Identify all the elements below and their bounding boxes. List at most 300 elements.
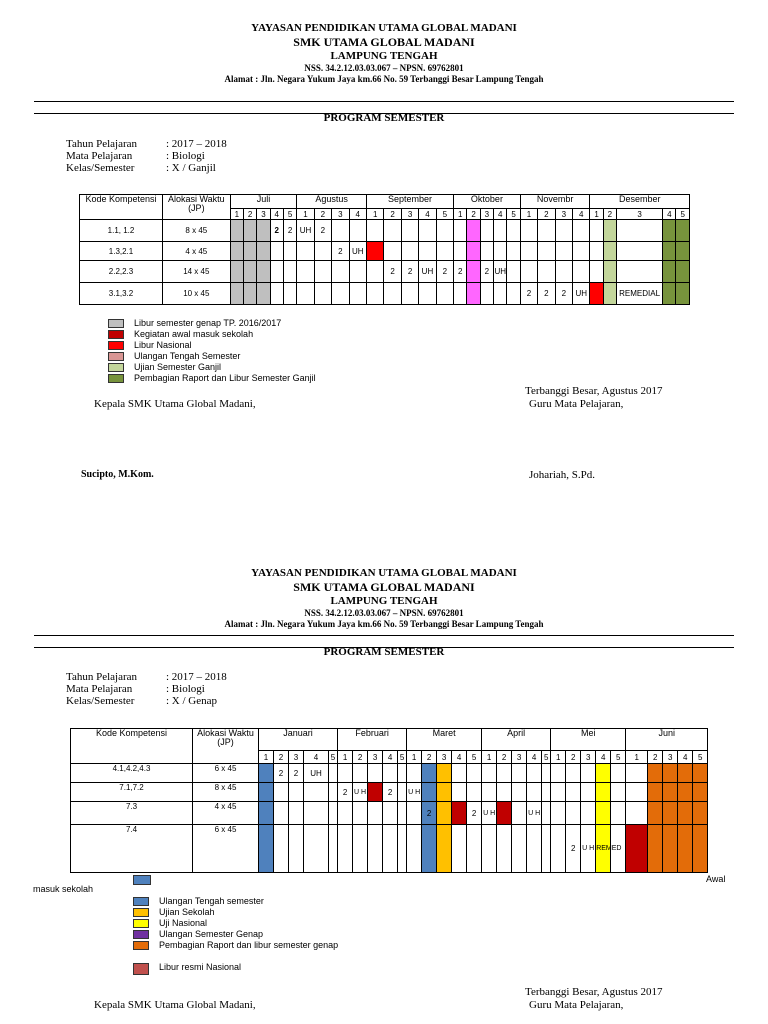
table-row <box>80 242 690 261</box>
legend-swatch <box>133 908 149 917</box>
week-cell <box>437 802 452 825</box>
kode-cell: 7.4 <box>71 825 193 873</box>
week-cell <box>678 783 693 802</box>
nss-line: NSS. 34.2.12.03.03.067 – NPSN. 69762801 <box>304 607 464 618</box>
week-cell <box>398 764 407 783</box>
address-line: Alamat : Jln. Negara Yukum Jaya km.66 No. 59 Terbanggi Besar Lampung Tengah <box>224 73 544 84</box>
header-alokasi: Alokasi Waktu (JP) <box>193 729 259 764</box>
week-cell: 2 <box>436 261 453 283</box>
week-cell <box>467 764 482 783</box>
week-cell <box>480 242 493 261</box>
week-cell <box>617 220 663 242</box>
week-cell <box>626 825 648 873</box>
week-cell <box>693 825 708 873</box>
week-cell <box>507 283 520 305</box>
week-cell <box>329 764 338 783</box>
week-cell <box>332 220 349 242</box>
month-header: Oktober <box>454 195 521 209</box>
week-cell <box>663 764 678 783</box>
week-number: 2 <box>538 209 555 220</box>
week-cell <box>243 242 256 261</box>
legend-swatch <box>133 930 149 939</box>
week-cell <box>230 220 243 242</box>
week-cell <box>407 802 422 825</box>
week-cell <box>419 220 436 242</box>
week-cell <box>368 825 383 873</box>
week-cell <box>482 825 497 873</box>
week-number: 4 <box>304 751 329 764</box>
week-cell: 2 <box>555 283 572 305</box>
week-number: 2 <box>243 209 256 220</box>
week-number: 3 <box>480 209 493 220</box>
week-cell <box>230 283 243 305</box>
week-number: 2 <box>467 209 480 220</box>
week-cell <box>353 764 368 783</box>
week-number: 4 <box>596 751 611 764</box>
week-number: 2 <box>384 209 401 220</box>
week-number: 5 <box>611 751 626 764</box>
week-cell <box>590 283 603 305</box>
week-cell <box>304 783 329 802</box>
week-cell <box>538 242 555 261</box>
week-cell <box>676 283 690 305</box>
week-number: 5 <box>676 209 690 220</box>
week-cell <box>338 764 353 783</box>
week-number: 3 <box>289 751 304 764</box>
week-number: 3 <box>512 751 527 764</box>
principal-name: Sucipto, M.Kom. <box>81 469 154 480</box>
week-cell <box>329 802 338 825</box>
week-number: 4 <box>419 209 436 220</box>
week-cell <box>467 283 480 305</box>
alokasi-cell: 4 x 45 <box>163 242 231 261</box>
legend-label: Pembagian Raport dan libur semester genap <box>159 940 339 950</box>
week-cell <box>551 802 566 825</box>
info-label-subject: Mata Pelajaran <box>66 683 133 695</box>
header-kode: Kode Kompetensi <box>80 195 163 220</box>
week-number: 4 <box>494 209 507 220</box>
info-label-subject: Mata Pelajaran <box>66 150 133 162</box>
week-cell: U H <box>527 802 542 825</box>
week-cell <box>676 220 690 242</box>
week-cell <box>436 242 453 261</box>
week-number: 1 <box>454 209 467 220</box>
week-cell <box>497 825 512 873</box>
week-cell <box>270 261 283 283</box>
week-cell <box>437 764 452 783</box>
legend-swatch <box>108 330 124 339</box>
week-cell <box>383 802 398 825</box>
month-header: Agustus <box>297 195 367 209</box>
week-cell <box>401 220 418 242</box>
month-header: September <box>366 195 453 209</box>
foundation-name: YAYASAN PENDIDIKAN UTAMA GLOBAL MADANI <box>251 567 517 579</box>
week-cell <box>678 825 693 873</box>
week-number: 3 <box>663 751 678 764</box>
alokasi-cell: 4 x 45 <box>193 802 259 825</box>
week-cell <box>349 261 366 283</box>
info-label-class: Kelas/Semester <box>66 695 135 707</box>
divider <box>34 101 734 102</box>
week-cell: UH <box>494 261 507 283</box>
week-cell <box>663 783 678 802</box>
legend-label: Ulangan Tengah semester <box>159 896 264 906</box>
week-number: 3 <box>401 209 418 220</box>
week-number: 3 <box>368 751 383 764</box>
week-cell <box>257 261 270 283</box>
info-value-class: : X / Genap <box>166 695 218 707</box>
week-cell: REMEDIAL <box>617 283 663 305</box>
week-cell <box>497 764 512 783</box>
legend-label: Libur semester genap TP. 2016/2017 <box>134 318 282 328</box>
week-cell: 2 <box>538 283 555 305</box>
week-number: 1 <box>551 751 566 764</box>
week-number: 5 <box>283 209 296 220</box>
week-cell <box>314 283 331 305</box>
week-cell <box>314 242 331 261</box>
table-row <box>71 802 708 825</box>
week-cell <box>349 220 366 242</box>
week-cell <box>422 783 437 802</box>
week-cell <box>626 802 648 825</box>
week-cell <box>693 764 708 783</box>
kode-cell: 2.2,2.3 <box>80 261 163 283</box>
week-number: 4 <box>678 751 693 764</box>
week-cell: 2 <box>270 220 283 242</box>
header-kode: Kode Kompetensi <box>71 729 193 764</box>
week-cell <box>419 283 436 305</box>
week-cell <box>297 242 314 261</box>
week-cell <box>436 283 453 305</box>
kode-cell: 7.1,7.2 <box>71 783 193 802</box>
week-cell <box>494 220 507 242</box>
week-cell <box>297 261 314 283</box>
table-row <box>80 220 690 242</box>
week-cell <box>467 825 482 873</box>
week-cell <box>422 825 437 873</box>
alokasi-cell: 10 x 45 <box>163 283 231 305</box>
week-cell <box>555 220 572 242</box>
week-number: 2 <box>566 751 581 764</box>
week-cell <box>332 261 349 283</box>
week-cell <box>304 802 329 825</box>
address-line: Alamat : Jln. Negara Yukum Jaya km.66 No. 59 Terbanggi Besar Lampung Tengah <box>224 618 544 629</box>
week-cell <box>520 261 537 283</box>
table-row <box>71 783 708 802</box>
week-cell <box>626 764 648 783</box>
legend-label: Ujian Semester Ganjil <box>134 362 222 372</box>
week-cell <box>507 242 520 261</box>
week-cell <box>452 783 467 802</box>
month-header: Mei <box>551 729 626 751</box>
legend-swatch <box>108 319 124 328</box>
legend-swatch <box>108 352 124 361</box>
week-cell <box>283 283 296 305</box>
week-cell <box>617 261 663 283</box>
week-cell <box>349 283 366 305</box>
week-cell <box>551 764 566 783</box>
week-cell: U H <box>353 783 368 802</box>
week-cell <box>512 764 527 783</box>
week-cell <box>353 802 368 825</box>
principal-title: Kepala SMK Utama Global Madani, <box>94 398 256 410</box>
week-cell <box>353 825 368 873</box>
week-cell: 2 <box>283 220 296 242</box>
week-cell <box>243 283 256 305</box>
week-cell <box>555 242 572 261</box>
week-cell <box>494 283 507 305</box>
week-number: 5 <box>693 751 708 764</box>
week-cell <box>437 825 452 873</box>
region-name: LAMPUNG TENGAH <box>330 49 438 62</box>
week-cell <box>596 783 611 802</box>
principal-title: Kepala SMK Utama Global Madani, <box>94 999 256 1011</box>
month-header: April <box>482 729 551 751</box>
week-number: 1 <box>520 209 537 220</box>
month-header: Juli <box>230 195 297 209</box>
alokasi-cell: 14 x 45 <box>163 261 231 283</box>
week-cell <box>590 242 603 261</box>
letterhead-1 <box>0 22 768 84</box>
legend-swatch <box>108 363 124 372</box>
week-cell: 2 <box>480 261 493 283</box>
week-cell <box>384 283 401 305</box>
week-cell <box>452 764 467 783</box>
week-cell: 2 <box>384 261 401 283</box>
week-cell <box>573 242 590 261</box>
week-cell <box>259 802 274 825</box>
week-cell <box>663 220 676 242</box>
month-header: Maret <box>407 729 482 751</box>
month-header: Desember <box>590 195 690 209</box>
week-cell <box>596 802 611 825</box>
legend-label: Uji Nasional <box>159 918 208 928</box>
month-header: Juni <box>626 729 708 751</box>
alokasi-cell: 8 x 45 <box>193 783 259 802</box>
week-cell <box>314 261 331 283</box>
week-cell <box>332 283 349 305</box>
week-cell <box>257 242 270 261</box>
week-cell <box>401 283 418 305</box>
week-cell <box>289 783 304 802</box>
week-number: 3 <box>332 209 349 220</box>
week-cell <box>257 283 270 305</box>
school-name: SMK UTAMA GLOBAL MADANI <box>293 35 475 50</box>
week-cell <box>520 242 537 261</box>
week-number: 1 <box>626 751 648 764</box>
week-cell <box>573 220 590 242</box>
week-cell <box>398 802 407 825</box>
week-cell <box>512 802 527 825</box>
week-cell <box>494 242 507 261</box>
week-cell <box>676 242 690 261</box>
week-cell <box>590 261 603 283</box>
week-cell: UH <box>297 220 314 242</box>
info-value-year: : 2017 – 2018 <box>166 138 227 150</box>
legend-label: Ulangan Tengah Semester <box>134 351 241 361</box>
header-alokasi: Alokasi Waktu (JP) <box>163 195 231 220</box>
info-value-year: : 2017 – 2018 <box>166 671 227 683</box>
legend-swatch <box>133 919 149 928</box>
week-cell <box>419 242 436 261</box>
week-cell <box>283 242 296 261</box>
week-cell <box>366 261 383 283</box>
week-cell <box>257 220 270 242</box>
week-cell <box>289 802 304 825</box>
week-cell <box>467 783 482 802</box>
week-cell <box>497 802 512 825</box>
week-cell: 2 <box>332 242 349 261</box>
program-title: PROGRAM SEMESTER <box>323 112 445 124</box>
week-cell <box>527 764 542 783</box>
week-number: 1 <box>230 209 243 220</box>
week-number: 3 <box>437 751 452 764</box>
week-cell <box>338 802 353 825</box>
week-number: 2 <box>603 209 616 220</box>
foundation-name: YAYASAN PENDIDIKAN UTAMA GLOBAL MADANI <box>251 22 517 34</box>
week-number: 2 <box>422 751 437 764</box>
week-cell <box>401 242 418 261</box>
week-cell <box>626 783 648 802</box>
week-number: 4 <box>270 209 283 220</box>
week-cell <box>611 783 626 802</box>
week-number: 2 <box>314 209 331 220</box>
week-cell <box>527 825 542 873</box>
week-cell <box>648 783 663 802</box>
week-cell: 2 <box>383 783 398 802</box>
week-cell <box>338 825 353 873</box>
week-cell <box>581 764 596 783</box>
week-number: 1 <box>482 751 497 764</box>
week-number: 4 <box>527 751 542 764</box>
week-cell: 2 <box>274 764 289 783</box>
week-cell <box>274 825 289 873</box>
week-cell <box>551 783 566 802</box>
legend-label: Kegiatan awal masuk sekolah <box>134 329 254 339</box>
week-cell <box>366 283 383 305</box>
week-cell <box>274 802 289 825</box>
week-number: 4 <box>663 209 676 220</box>
place-date: Terbanggi Besar, Agustus 2017 <box>525 385 663 397</box>
week-cell <box>368 802 383 825</box>
week-cell <box>482 764 497 783</box>
week-cell <box>467 261 480 283</box>
week-cell <box>693 783 708 802</box>
week-number: 1 <box>590 209 603 220</box>
week-cell <box>366 242 383 261</box>
week-number: 3 <box>555 209 572 220</box>
week-cell: 2 <box>454 261 467 283</box>
week-cell <box>270 242 283 261</box>
legend-label: Pembagian Raport dan Libur Semester Ganjil <box>134 373 316 383</box>
week-cell <box>566 783 581 802</box>
week-cell <box>383 764 398 783</box>
week-cell <box>384 220 401 242</box>
info-label-class: Kelas/Semester <box>66 162 135 174</box>
week-cell: UH <box>349 242 366 261</box>
week-cell <box>648 825 663 873</box>
place-date: Terbanggi Besar, Agustus 2017 <box>525 986 663 998</box>
week-number: 5 <box>329 751 338 764</box>
schedule-table-ganjil <box>79 194 690 305</box>
week-cell <box>678 802 693 825</box>
week-number: 1 <box>366 209 383 220</box>
legend-swatch <box>133 963 149 975</box>
week-cell <box>663 802 678 825</box>
week-cell <box>663 261 676 283</box>
week-cell <box>259 764 274 783</box>
week-cell <box>590 220 603 242</box>
week-number: 5 <box>542 751 551 764</box>
teacher-name: Johariah, S.Pd. <box>529 469 595 481</box>
week-cell <box>663 825 678 873</box>
week-cell <box>573 261 590 283</box>
week-cell <box>480 220 493 242</box>
week-cell <box>467 242 480 261</box>
week-cell <box>398 825 407 873</box>
legend-label: Ujian Sekolah <box>159 907 215 917</box>
legend-swatch <box>133 875 151 885</box>
week-cell <box>437 783 452 802</box>
week-number: 2 <box>497 751 512 764</box>
week-cell: 2 <box>566 825 581 873</box>
info-label-year: Tahun Pelajaran <box>66 138 138 150</box>
month-header: Januari <box>259 729 338 751</box>
week-cell <box>297 283 314 305</box>
week-cell <box>542 802 551 825</box>
week-number: 1 <box>407 751 422 764</box>
week-cell: 2 <box>422 802 437 825</box>
week-cell <box>512 825 527 873</box>
legend-swatch <box>108 341 124 350</box>
table-row <box>71 764 708 783</box>
week-cell <box>542 825 551 873</box>
info-value-subject: : Biologi <box>166 683 205 695</box>
month-header: Novembr <box>520 195 590 209</box>
week-cell <box>482 783 497 802</box>
week-cell <box>648 764 663 783</box>
week-cell <box>368 783 383 802</box>
week-cell <box>648 802 663 825</box>
teacher-title: Guru Mata Pelajaran, <box>529 999 624 1011</box>
week-cell <box>507 220 520 242</box>
alokasi-cell: 8 x 45 <box>163 220 231 242</box>
week-cell <box>366 220 383 242</box>
week-cell: U H <box>581 825 596 873</box>
week-cell <box>520 220 537 242</box>
week-cell <box>527 783 542 802</box>
week-cell <box>243 261 256 283</box>
week-number: 5 <box>436 209 453 220</box>
week-cell <box>566 802 581 825</box>
schedule-table-genap <box>70 728 708 873</box>
week-number: 4 <box>452 751 467 764</box>
week-cell <box>512 783 527 802</box>
week-cell <box>676 261 690 283</box>
week-number: 4 <box>349 209 366 220</box>
week-number: 2 <box>274 751 289 764</box>
week-number: 2 <box>648 751 663 764</box>
week-number: 4 <box>573 209 590 220</box>
week-cell <box>538 261 555 283</box>
legend-swatch <box>133 941 149 950</box>
week-cell <box>611 764 626 783</box>
program-title: PROGRAM SEMESTER <box>323 646 445 658</box>
legend-side-left: masuk sekolah <box>33 884 94 894</box>
week-number: 5 <box>507 209 520 220</box>
week-cell <box>581 783 596 802</box>
week-number: 3 <box>581 751 596 764</box>
